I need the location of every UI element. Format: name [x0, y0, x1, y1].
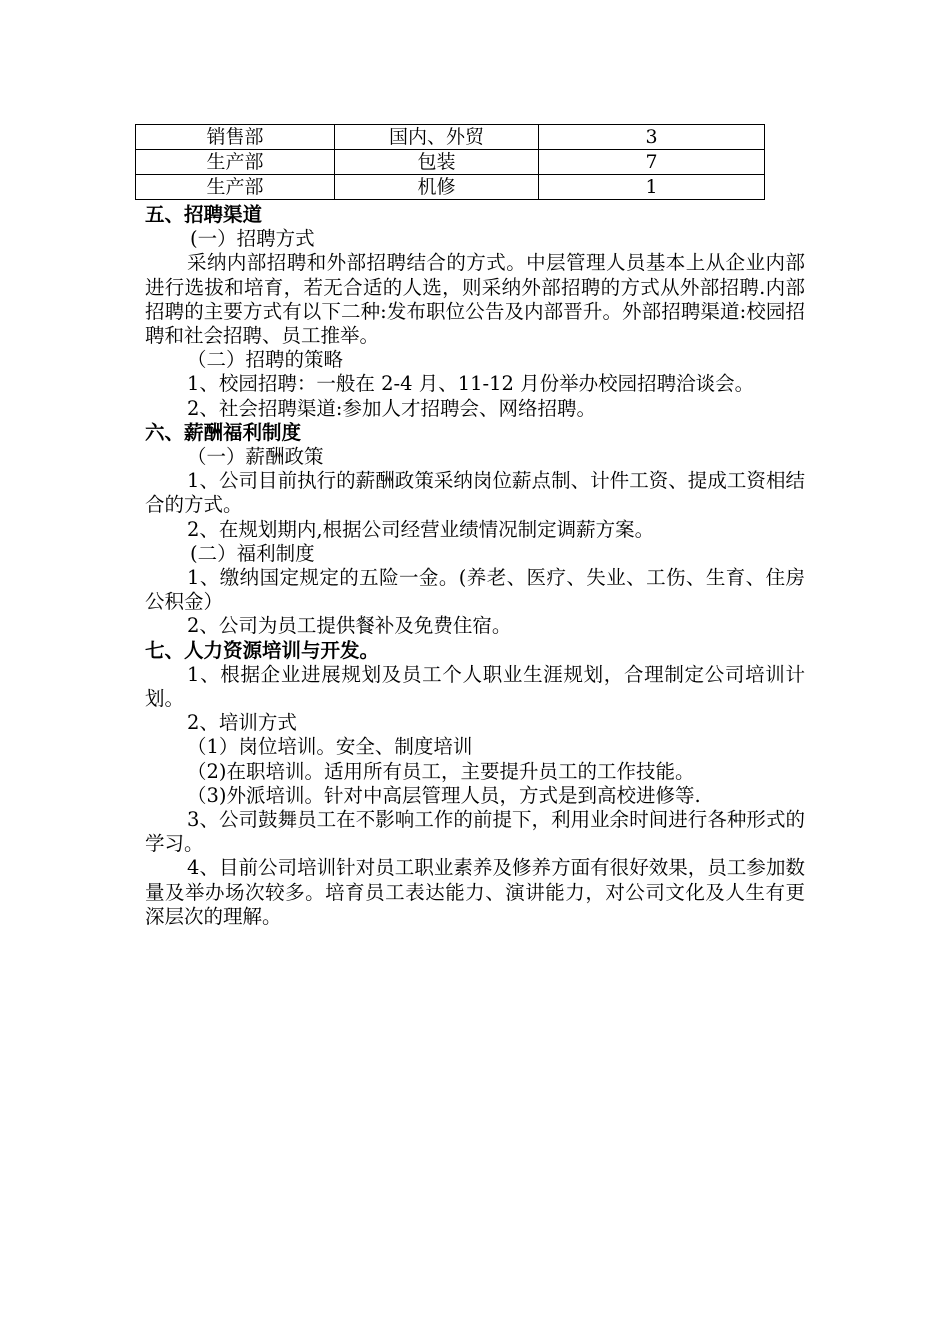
paragraph: 采纳内部招聘和外部招聘结合的方式。中层管理人员基本上从企业内部进行选拔和培育，若无合适的人选，则采纳外部招聘的方式从外部招聘.内部招聘的主要方式有以下二种:发布职位公告及内部晋升。外部招聘渠道:校园招聘和社会招聘、员工推举。 [145, 251, 805, 348]
table-cell: 国内、外贸 [335, 125, 539, 150]
subsection-heading: （一）薪酬政策 [187, 445, 324, 469]
list-item: 2、社会招聘渠道:参加人才招聘会、网络招聘。 [187, 396, 596, 420]
section-heading: 六、薪酬福利制度 [145, 420, 302, 444]
paragraph: 2、在规划期内,根据公司经营业绩情况制定调薪方案。 [187, 517, 655, 541]
section-heading: 七、人力资源培训与开发。 [145, 638, 380, 662]
table-row [136, 125, 765, 150]
list-item: 1、校园招聘：一般在 2-4 月、11-12 月份举办校园招聘洽谈会。 [187, 372, 755, 396]
table-cell: 包装 [335, 150, 539, 175]
paragraph: 1、根据企业进展规划及员工个人职业生涯规划，合理制定公司培训计划。 [145, 662, 805, 711]
list-item: （2)在职培训。适用所有员工，主要提升员工的工作技能。 [187, 759, 695, 783]
paragraph: 1、公司目前执行的薪酬政策采纳岗位薪点制、计件工资、提成工资相结合的方式。 [145, 469, 805, 517]
paragraph: 1、缴纳国定规定的五险一金。(养老、医疗、失业、工伤、生育、住房公积金） [145, 566, 805, 614]
table-cell: 1 [539, 175, 765, 200]
paragraph: 4、目前公司培训针对员工职业素养及修养方面有很好效果，员工参加数量及举办场次较多。培育员工表达能力、演讲能力，对公司文化及人生有更深层次的理解。 [145, 856, 805, 928]
subsection-heading: （二）招聘的策略 [187, 348, 344, 372]
paragraph: 2、培训方式 [187, 711, 297, 735]
table-cell: 生产部 [136, 175, 335, 200]
subsection-heading: (一）招聘方式 [190, 227, 315, 251]
table-cell: 销售部 [136, 125, 335, 150]
table-row [136, 150, 765, 175]
paragraph: 2、公司为员工提供餐补及免费住宿。 [187, 614, 512, 638]
list-item: （3)外派培训。针对中高层管理人员，方式是到高校进修等. [187, 783, 701, 807]
table-cell: 生产部 [136, 150, 335, 175]
table-cell: 机修 [335, 175, 539, 200]
table-cell: 3 [539, 125, 765, 150]
section-heading: 五、招聘渠道 [145, 203, 263, 226]
table-cell: 7 [539, 150, 765, 175]
list-item: （1）岗位培训。安全、制度培训 [187, 735, 473, 759]
document-body [145, 203, 805, 929]
staffing-table [135, 124, 765, 200]
table-row [136, 175, 765, 200]
subsection-heading: (二）福利制度 [190, 541, 315, 565]
paragraph: 3、公司鼓舞员工在不影响工作的前提下，利用业余时间进行各种形式的学习。 [145, 808, 805, 856]
